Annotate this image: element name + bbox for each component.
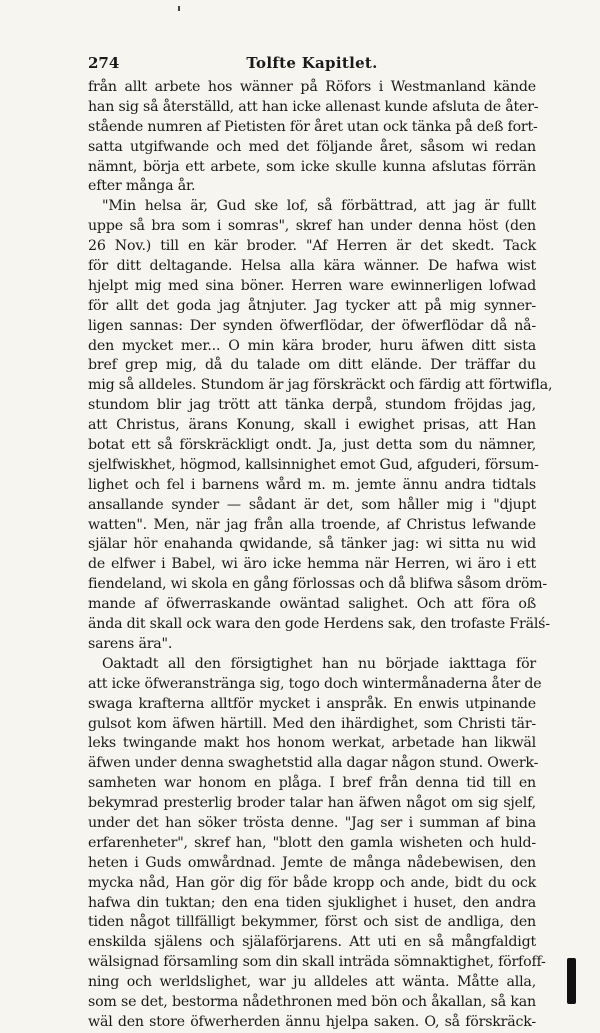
margin-ink-mark (567, 958, 576, 1004)
text-line: uppe så bra som i somras", skref han under denna höst (den (88, 218, 536, 235)
text-line: de elfwer i Babel, wi äro icke hemma när Herren, wi äro i ett (88, 556, 536, 573)
text-line: ligen sannas: Der synden öfwerflödar, der öfwerflödar då nå- (88, 317, 536, 334)
text-line: lighet och fel i barnens wård m. m. jemte ännu andra tidtals (88, 476, 536, 493)
text-line: 26 Nov.) till en kär broder. "Af Herren är det skedt. Tack (88, 238, 536, 255)
running-title: Tolfte Kapitlet. (246, 54, 378, 72)
text-line: för ditt deltagande. Helsa alla kära wänner. De hafwa wist (88, 258, 536, 275)
text-line: efter många år. (88, 178, 196, 195)
text-line: hafwa din tuktan; den ena tiden sjuklighet i huset, den andra (88, 894, 536, 911)
text-line: bekymrad presterlig broder talar han äfwen något om sig sjelf, (88, 795, 536, 812)
text-line: satta utgifwande och med det följande året, såsom wi redan (88, 138, 536, 155)
text-line: nämnt, börja ett arbete, som icke skulle kunna afslutas förrän (88, 158, 536, 175)
text-line: leks twingande makt hos honom werkat, arbetade han likwäl (88, 735, 536, 752)
text-line: bref grep mig, då du talade om ditt elände. Der träffar du (88, 357, 536, 374)
text-line: watten". Men, när jag från alla troende, af Christus lefwande (88, 516, 536, 533)
text-line: stundom blir jag trött att tänka derpå, stundom fröjdas jag, (88, 397, 536, 414)
text-line: äfwen under denna swaghetstid alla dagar någon stund. Owerk- (88, 755, 539, 772)
text-line: erfarenheter", skref han, "blott den gamla wisheten och huld- (88, 834, 536, 851)
text-line: han sig så återställd, att han icke allenast kunde afsluta de åter- (88, 98, 539, 115)
text-line: tiden något tillfälligt bekymmer, först och sist de andliga, den (88, 914, 536, 931)
text-line: från allt arbete hos wänner på Röfors i Westmanland kände (88, 79, 536, 95)
text-line: under det han söker trösta denne. "Jag ser i summan af bina (88, 814, 536, 831)
text-line: själar hör enahanda qwidande, så tänker jag: wi sitta nu wid (88, 536, 536, 553)
text-line: hjelpt mig med sina böner. Herren ware ewinnerligen lofwad (88, 277, 536, 294)
page-number: 274 (88, 54, 120, 72)
text-line: mycka nåd, Han gör dig för både kropp och ande, bidt du ock (88, 874, 536, 891)
text-line: sjelfwiskhet, högmod, kallsinnighet emot Gud, afguderi, försum- (88, 456, 539, 473)
text-line: att Christus, ärans Konung, skall i ewighet prisas, att Han (88, 417, 536, 434)
page-header (88, 52, 536, 74)
text-line: wälsignad församling som din skall inträda sömnaktighet, förfoff- (88, 954, 546, 971)
text-line: mig så alldeles. Stundom är jag förskräckt och färdig att förtwifla, (88, 377, 553, 394)
text-line: ning och werldslighet, war ju alldeles att wänta. Måtte alla, (88, 974, 536, 991)
text-line: ända dit skall ock wara den gode Herdens sak, den trofaste Frälś- (88, 616, 550, 633)
text-line: stående numren af Pietisten för året utan ock tänka på deß fort- (88, 118, 538, 135)
text-line: att icke öfweranstränga sig, togo doch wintermånaderna åter de (88, 675, 542, 692)
scan-speck-mark (178, 6, 180, 11)
text-line: mande af öfwerraskande owäntad salighet. Och att föra oß (88, 596, 536, 613)
text-line: wäl den store öfwerherden ännu hjelpa saken. O, så förskräck- (88, 1013, 536, 1030)
text-line: swaga krafterna alltför mycket i anspråk. En enwis utpinande (88, 695, 536, 712)
text-line: samheten war honom en plåga. I bref från denna tid till en (88, 775, 536, 792)
text-line: "Min helsa är, Gud ske lof, så förbättrad, att jag är fullt (102, 198, 536, 215)
text-line: sarens ära". (88, 635, 173, 652)
text-line: den mycket mer... O min kära broder, huru äfwen ditt sista (88, 337, 536, 354)
text-line: heten i Guds omwårdnad. Jemte de många nådebewisen, den (88, 854, 536, 871)
body-text (88, 78, 553, 1033)
text-line: enskilda själens och själaförjarens. Att uti en så mångfaldigt (88, 934, 536, 951)
text-line: gulsot kom äfwen härtill. Med den ihärdighet, som Christi tär- (88, 715, 536, 732)
text-line: ansallande synder — sådant är det, som håller mig i "djupt (88, 496, 536, 513)
text-line: Oaktadt all den försigtighet han nu började iakttaga för (102, 655, 536, 672)
text-line: fiendeland, wi skola en gång förlossas och då blifwa såsom dröm- (88, 576, 548, 593)
text-line: som se det, bestorma nådethronen med bön och åkallan, så kan (88, 993, 536, 1010)
text-line: för allt det goda jag åtnjuter. Jag tycker att på mig synner- (88, 297, 536, 314)
text-line: botat ett så förskräckligt ondt. Ja, just detta som du nämner, (88, 437, 536, 454)
